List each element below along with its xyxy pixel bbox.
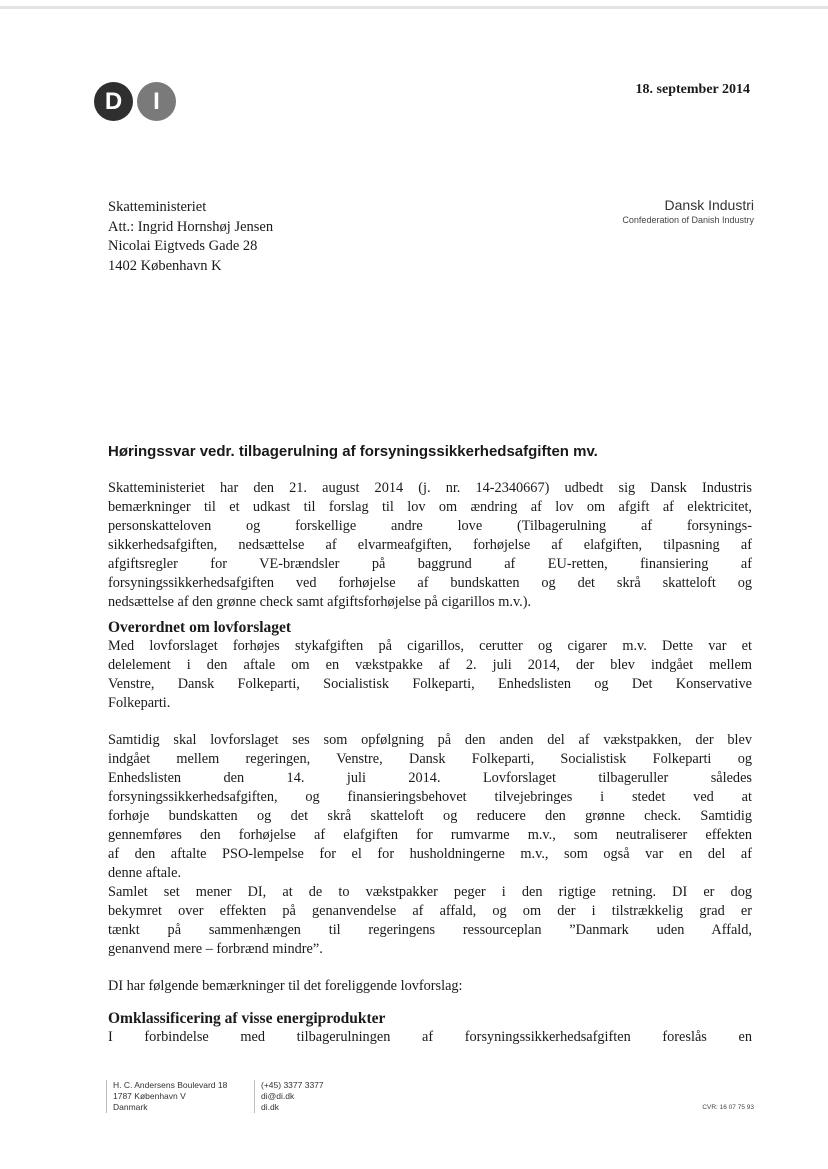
recipient-address [108, 198, 273, 276]
letter-title: Høringssvar vedr. tilbagerulning af forsyningssikkerhedsafgiften mv. [108, 443, 598, 460]
sender-block [622, 197, 754, 225]
text-line: I forbindelse med tilbagerulningen af forsyningssikkerhedsafgiften foreslås en [108, 1029, 752, 1045]
text-line: gennemføres den forhøjelse af elafgiften for rumvarme m.v., som neutraliserer effekten [108, 827, 752, 843]
text-line: DI har følgende bemærkninger til det foreliggende lovforslag: [108, 978, 463, 994]
footer-cvr: CVR: 16 07 75 93 [702, 1104, 754, 1111]
text-line: sikkerhedsafgiften, nedsættelse af elvarmeafgiften, forhøjelse af elafgiften, tilpasning af [108, 537, 752, 553]
recipient-line: Nicolai Eigtveds Gade 28 [108, 238, 258, 254]
recipient-line: 1402 København K [108, 257, 222, 274]
text-line: Venstre, Dansk Folkeparti, Socialistisk Folkeparti, Enhedslisten og Det Konservative [108, 676, 752, 692]
paragraph [108, 731, 752, 883]
text-line: forsyningssikkerhedsafgiften, og finansieringsbehovet tilvejebringes i stedet ved at [108, 789, 752, 805]
paragraph [108, 977, 752, 996]
footer-line: Danmark [113, 1102, 148, 1112]
paragraph [108, 618, 752, 713]
text-line: genanvend mere – forbrænd mindre”. [108, 941, 323, 957]
text-line: Folkeparti. [108, 695, 171, 711]
section-heading: Omklassificering af visse energiprodukter [108, 1010, 386, 1027]
paragraph [108, 1009, 752, 1047]
paragraph [108, 479, 752, 612]
text-line: Skatteministeriet har den 21. august 2014 (j. nr. 14-2340667) udbedt sig Dansk Industris [108, 480, 752, 496]
footer-website: di.dk [261, 1102, 279, 1112]
recipient-line: Att.: Ingrid Hornshøj Jensen [108, 218, 274, 235]
text-line: denne aftale. [108, 865, 182, 881]
text-line: Samlet set mener DI, at de to vækstpakker peger i den rigtige retning. DI er dog [108, 884, 752, 900]
sender-name: Dansk Industri [664, 197, 754, 213]
text-line: afgiftsregler for VE-brændsler på baggrund af EU-retten, finansiering af [108, 556, 752, 572]
footer-line: 1787 København V [113, 1091, 186, 1101]
text-line: bekymret over effekten på genanvendelse af affald, og om der i tilstrækkelig grad er [108, 903, 752, 919]
text-line: forsyningssikkerhedsafgiften ved forhøjelse af bundskatten og det skrå skatteloft og [108, 575, 752, 591]
text-line: Samtidig skal lovforslaget ses som opfølgning på den anden del af vækstpakken, der blev [108, 732, 752, 748]
logo-d-circle: D [94, 82, 133, 121]
text-line: forhøje bundskatten og det skrå skatteloft og reducere den grønne check. Samtidig [108, 808, 752, 824]
footer-phone: (+45) 3377 3377 [261, 1080, 324, 1090]
page-edge [0, 6, 828, 9]
text-line: nedsættelse af den grønne check samt afgiftsforhøjelse på cigarillos m.v.). [108, 594, 532, 610]
footer-contact [254, 1080, 324, 1113]
recipient-line: Skatteministeriet [108, 199, 207, 215]
text-line: Enhedslisten den 14. juli 2014. Lovforslaget tilbageruller således [108, 770, 752, 786]
text-line: af den aftalte PSO-lempelse for el for husholdningerne m.v., som også var en del af [108, 846, 752, 862]
text-line: Med lovforslaget forhøjes stykafgiften på cigarillos, cerutter og cigarer m.v. Dette var et [108, 638, 752, 654]
letter-date: 18. september 2014 [635, 82, 750, 97]
di-logo [94, 82, 178, 122]
paragraph [108, 883, 752, 959]
sender-subtitle: Confederation of Danish Industry [622, 215, 754, 225]
footer-email: di@di.dk [261, 1091, 295, 1101]
footer-address [106, 1080, 227, 1113]
text-line: indgået mellem regeringen, Venstre, Dansk Folkeparti, Socialistisk Folkeparti og [108, 751, 752, 767]
text-line: delelement i den aftale om en vækstpakke af 2. juli 2014, der blev indgået mellem [108, 657, 752, 673]
section-heading: Overordnet om lovforslaget [108, 619, 292, 636]
footer-line: H. C. Andersens Boulevard 18 [113, 1080, 228, 1090]
text-line: bemærkninger til et udkast til forslag til lov om ændring af lov om afgift af elektricitet, [108, 499, 752, 515]
logo-i-circle: I [137, 82, 176, 121]
text-line: tænkt på sammenhængen til regeringens ressourceplan ”Danmark uden Affald, [108, 922, 752, 938]
text-line: personskatteloven og forskellige andre love (Tilbagerulning af forsynings- [108, 518, 752, 534]
